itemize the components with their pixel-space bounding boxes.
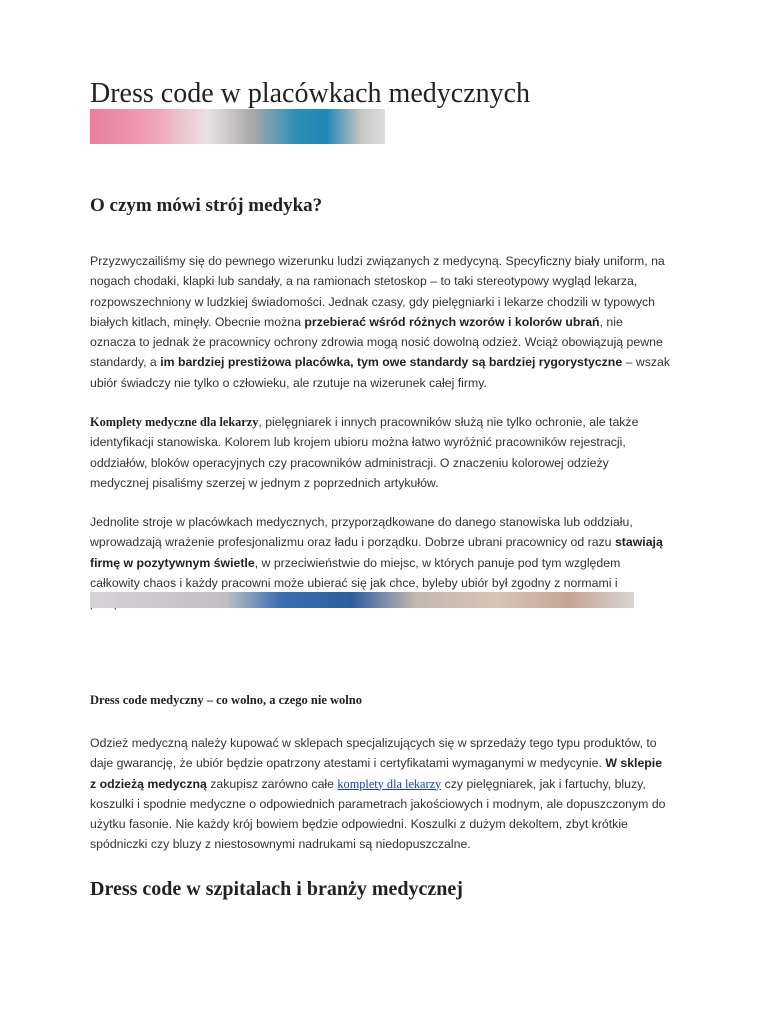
bold-text: Komplety medyczne dla lekarzy	[90, 415, 259, 429]
bold-text: stawiają firmę w pozytywnym świetle	[90, 535, 663, 570]
text: Odzież medyczną należy kupować w sklepach specjalizujących się w sprzedaży tego typu produktów, to daje gwarancję, że ubiór będzie opatrzony atestami i certyfikatami wymaganymi w medycynie.	[90, 736, 657, 771]
paragraph-2	[90, 412, 670, 493]
text: , w przeciwieństwie do miejsc, w których panuje pod tym względem całkowity chaos i każdy pracowni może ubierać się jak chce, byleby ubiór był zgodny z normami i	[90, 555, 621, 590]
section-heading-2: Dress code medyczny – co wolno, a czego nie wolno	[90, 693, 362, 707]
bold-text: przebierać wśród różnych wzorów i kolorów ubrań	[304, 314, 600, 329]
komplety-link[interactable]: komplety dla lekarzy	[337, 776, 442, 791]
text: zakupisz zarówno całe	[206, 776, 338, 791]
bold-text: W sklepie z odzieżą medyczną	[90, 756, 663, 791]
page-title: Dress code w placówkach medycznych	[90, 78, 531, 109]
paragraph-1	[90, 251, 670, 393]
text: – wszak ubiór świadczy nie tylko o człowieku, ale rzutuje na wizerunek całej firmy.	[90, 355, 671, 390]
paragraph-4	[90, 733, 670, 855]
section-heading-1: O czym mówi strój medyka?	[90, 195, 323, 216]
bold-text: im bardziej prestiżowa placówka, tym owe standardy są bardziej rygorystyczne	[160, 355, 623, 370]
section-heading-3: Dress code w szpitalach i branży medycznej	[90, 878, 463, 900]
article-photo	[90, 592, 634, 608]
text: , pielęgniarek i innych pracowników służą nie tylko ochronie, ale także identyfikacji stanowiska. Kolorem lub krojem ubioru można łatwo wyróżnić pracowników rejestracji, oddziałów, bloków operacyjnych czy pracowników administracji. O znaczeniu kolorowej odzieży medycznej pisaliśmy szerzej w jednym z poprzednich artykułów.	[90, 415, 639, 490]
text: Przyzwyczailiśmy się do pewnego wizerunku ludzi związanych z medycyną. Specyficzny biały uniform, na nogach chodaki, klapki lub sandały, a na ramionach stetoskop – to taki stereotypowy wygląd lekarza, rozpowszechniony w ludzkiej świadomości. Jednak czasy, gdy pielęgniarki i lekarze chodzili w typowych białych kitlach, minęły. Obecnie można	[90, 254, 665, 329]
text: czy pielęgniarek, jak i fartuchy, bluzy, koszulki i spodnie medyczne o odpowiednich parametrach jakościowych i modnym, ale dopuszczonym do użytku fasonie. Nie każdy krój bowiem będzie odpowiedni. Koszulki z dużym dekoltem, zbyt krótkie spódniczki czy bluzy z niestosownymi nadrukami są niedopuszczalne.	[90, 776, 666, 852]
header-photo	[90, 109, 385, 144]
text: , nie oznacza to jednak że pracownicy ochrony zdrowia mogą nosić dowolną odzież. Wciąż obowiązują pewne standardy, a	[90, 314, 663, 370]
text: Jednolite stroje w placówkach medycznych, przyporządkowane do danego stanowiska lub oddziału, wprowadzają wrażenie profesjonalizmu oraz ładu i porządku. Dobrze ubrani pracownicy od razu	[90, 515, 633, 550]
